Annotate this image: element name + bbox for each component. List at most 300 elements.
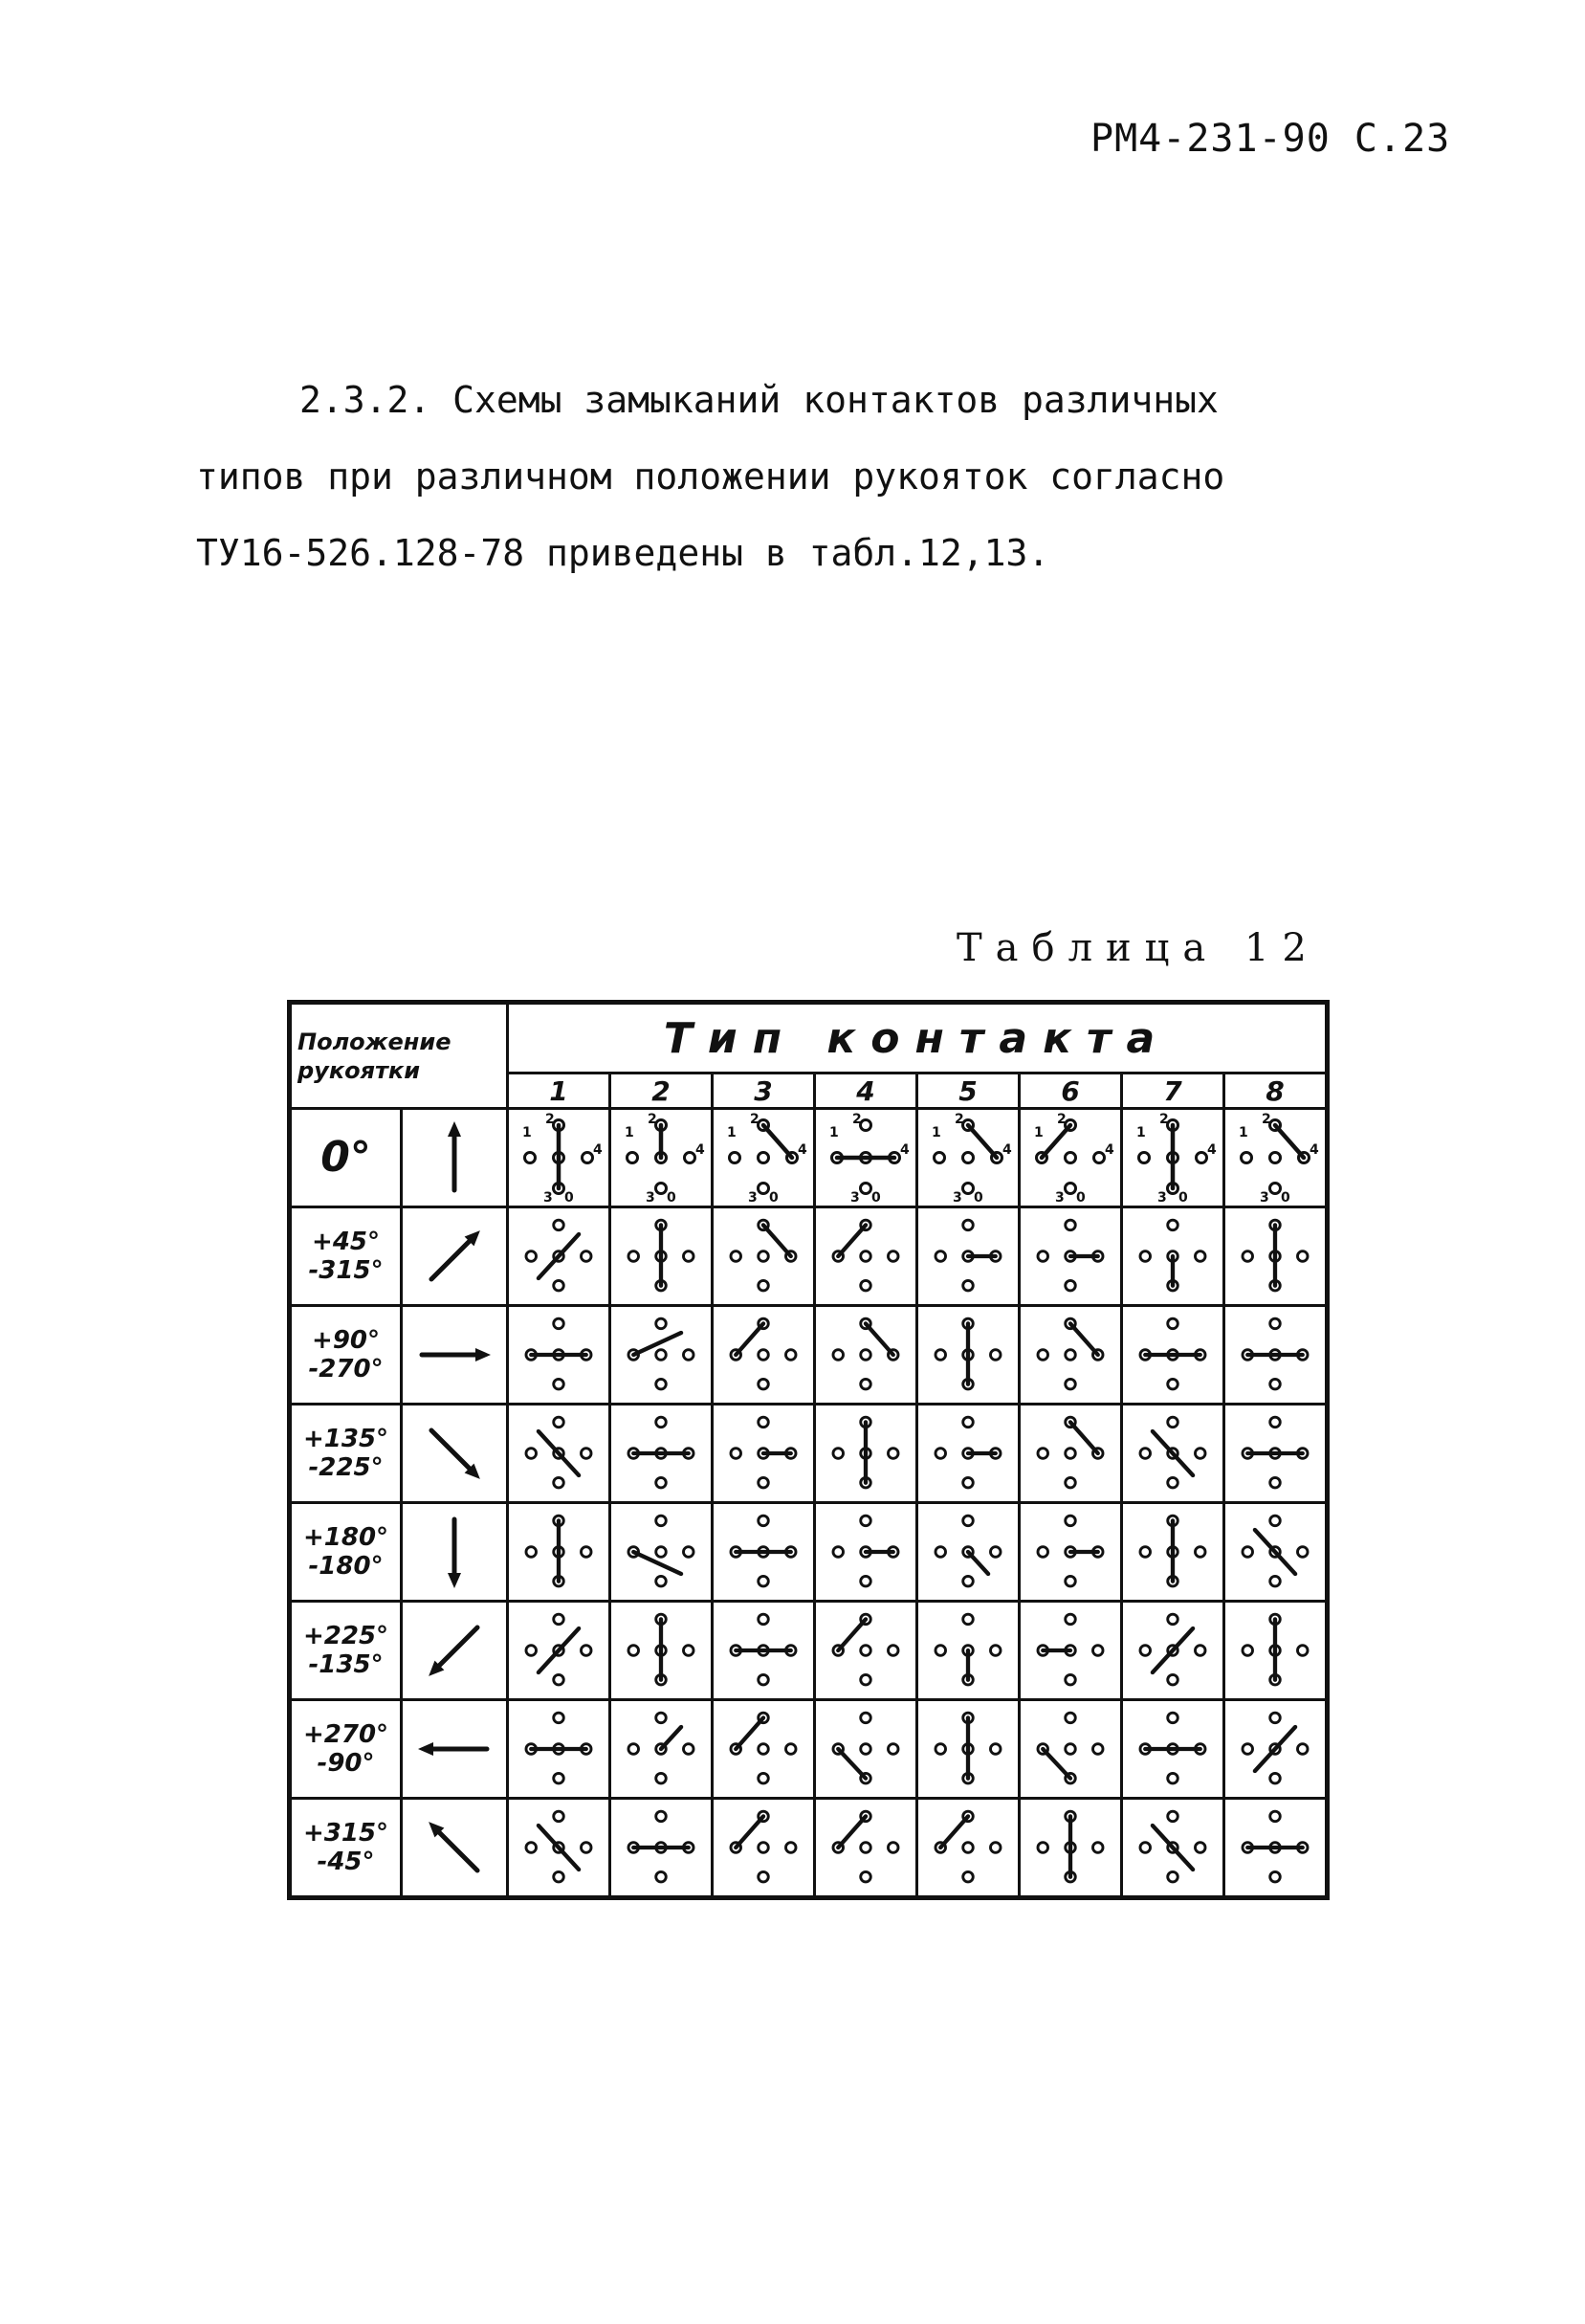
handle-position-angle: -135° (308, 1650, 384, 1679)
handle-position-row (290, 1503, 1328, 1602)
contact-terminal (888, 1843, 898, 1853)
contact-terminal (861, 1184, 871, 1194)
terminal-number-label: 4 (695, 1142, 705, 1158)
contact-type-number: 5 (917, 1073, 1020, 1109)
contact-terminal (935, 1153, 945, 1163)
contact-terminal (861, 1871, 871, 1882)
contact-scheme-cell (713, 1306, 815, 1405)
contact-terminal (628, 1744, 639, 1755)
contact-terminal (656, 1547, 667, 1558)
contact-terminal (1168, 1713, 1178, 1723)
contact-type-number: 2 (610, 1073, 713, 1109)
contact-scheme-cell (815, 1503, 917, 1602)
contact-scheme-cell (610, 1405, 713, 1503)
contact-terminal (963, 1417, 974, 1428)
handle-position-arrow-icon (411, 1115, 497, 1201)
contact-scheme-cell (815, 1799, 917, 1898)
contact-terminal (888, 1646, 898, 1656)
contact-scheme-cell (1020, 1700, 1122, 1799)
contact-terminal (554, 1811, 564, 1822)
terminal-number-label: 4 (1207, 1142, 1217, 1158)
contact-terminal (1168, 1220, 1178, 1230)
contact-terminal (656, 1379, 667, 1389)
contact-terminal (1140, 1251, 1151, 1262)
contact-scheme-cell (1020, 1405, 1122, 1503)
contact-terminal (1195, 1251, 1205, 1262)
contact-terminal (1168, 1614, 1178, 1625)
contact-scheme-icon (1032, 1508, 1109, 1596)
handle-position-cell (290, 1503, 402, 1602)
contact-scheme-cell (1122, 1602, 1224, 1700)
contact-terminal (1038, 1251, 1048, 1262)
contact-terminal (1195, 1646, 1205, 1656)
contact-terminal (526, 1251, 537, 1262)
contact-scheme-icon (1032, 1212, 1109, 1300)
contact-terminal (1270, 1184, 1281, 1194)
contact-terminal (1270, 1871, 1281, 1882)
contact-terminal (990, 1646, 1001, 1656)
contact-terminal (963, 1576, 974, 1586)
contact-scheme-icon (623, 1212, 699, 1300)
contact-terminal (1066, 1576, 1076, 1586)
contact-terminal (1066, 1350, 1076, 1361)
contact-terminal (1066, 1477, 1076, 1488)
contact-terminal (936, 1646, 946, 1656)
terminal-number-label: 3 (850, 1190, 860, 1206)
contact-terminal (888, 1449, 898, 1459)
contact-terminal (1168, 1417, 1178, 1428)
contact-terminal (554, 1871, 564, 1882)
contact-scheme-icon (930, 1804, 1006, 1892)
contact-terminal (656, 1318, 667, 1329)
terminal-number-label: 4 (900, 1142, 910, 1158)
contact-terminal (759, 1251, 769, 1262)
handle-position-angle: -90° (317, 1749, 375, 1778)
terminal-number-label: 4 (1002, 1142, 1012, 1158)
contact-scheme-icon (725, 1311, 802, 1399)
handle-position-row (290, 1306, 1328, 1405)
handle-position-row (290, 1700, 1328, 1799)
contact-terminal (526, 1449, 537, 1459)
contact-scheme-icon (930, 1212, 1006, 1300)
contact-terminal (1195, 1547, 1205, 1558)
contact-terminal (1168, 1674, 1178, 1685)
contact-scheme-icon (520, 1508, 597, 1596)
contact-terminal (526, 1646, 537, 1656)
contact-scheme-cell (508, 1503, 610, 1602)
contact-scheme-cell (713, 1405, 815, 1503)
contact-terminal (861, 1120, 871, 1131)
contact-terminal (1270, 1153, 1281, 1163)
contact-scheme-cell (1224, 1405, 1328, 1503)
handle-position-row (290, 1405, 1328, 1503)
contact-bridge (1255, 1727, 1295, 1771)
terminal-number-label: 1 (1239, 1125, 1248, 1140)
contact-terminal (1038, 1843, 1048, 1853)
contact-scheme-icon (827, 1705, 904, 1793)
contact-scheme-icon (520, 1804, 597, 1892)
contact-scheme-icon (930, 1112, 1012, 1206)
contact-terminal (1139, 1153, 1150, 1163)
contact-scheme-icon (725, 1705, 802, 1793)
contact-scheme-cell (1122, 1109, 1224, 1207)
terminal-number-label: 0 (769, 1190, 779, 1206)
contact-bridge (539, 1431, 579, 1475)
handle-position-row (290, 1799, 1328, 1898)
contact-terminal (1270, 1516, 1281, 1526)
contact-scheme-cell (1122, 1306, 1224, 1405)
contact-terminal (990, 1744, 1001, 1755)
contact-terminal (1243, 1744, 1253, 1755)
contact-type-number: 7 (1122, 1073, 1224, 1109)
contact-terminal (861, 1744, 871, 1755)
terminal-number-label: 1 (727, 1125, 737, 1140)
contact-terminal (581, 1449, 591, 1459)
handle-position-angle: +315° (303, 1819, 389, 1848)
terminal-number-label: 0 (1178, 1190, 1188, 1206)
contact-bridge (1153, 1628, 1193, 1672)
contact-terminal (1066, 1744, 1076, 1755)
contact-bridge (539, 1628, 579, 1672)
contact-terminal (1066, 1449, 1076, 1459)
contact-scheme-cell (713, 1602, 815, 1700)
contact-terminal (1297, 1744, 1308, 1755)
contact-scheme-icon (1237, 1804, 1313, 1892)
contact-scheme-cell (1122, 1799, 1224, 1898)
contact-bridge (1153, 1826, 1193, 1870)
contact-terminal (627, 1153, 638, 1163)
contact-scheme-cell (508, 1109, 610, 1207)
contact-terminal (759, 1184, 769, 1194)
contact-terminal (1140, 1843, 1151, 1853)
contact-terminal (861, 1516, 871, 1526)
contact-bridge (1255, 1530, 1295, 1574)
contact-terminal (1066, 1614, 1076, 1625)
contact-scheme-cell (508, 1602, 610, 1700)
contact-terminal (583, 1153, 593, 1163)
contact-scheme-cell (1122, 1503, 1224, 1602)
contact-terminal (1168, 1773, 1178, 1783)
contact-terminal (888, 1251, 898, 1262)
terminal-number-label: 0 (1281, 1190, 1290, 1206)
terminal-number-label: 2 (1262, 1112, 1271, 1127)
terminal-number-label: 4 (1310, 1142, 1319, 1158)
contact-terminal (1297, 1547, 1308, 1558)
contact-terminal (1297, 1646, 1308, 1656)
contact-terminal (759, 1516, 769, 1526)
contact-terminal (861, 1350, 871, 1361)
contact-terminal (833, 1547, 844, 1558)
contact-scheme-icon (930, 1409, 1006, 1497)
contact-scheme-icon (1237, 1705, 1313, 1793)
contact-terminal (963, 1477, 974, 1488)
contact-scheme-icon (1134, 1409, 1211, 1497)
terminal-number-label: 3 (953, 1190, 962, 1206)
contact-bridge (539, 1826, 579, 1870)
contact-terminal (1168, 1379, 1178, 1389)
contact-terminal (963, 1843, 974, 1853)
contact-scheme-cell (1122, 1405, 1224, 1503)
terminal-number-label: 2 (1057, 1112, 1067, 1127)
contact-scheme-cell (815, 1109, 917, 1207)
contact-scheme-icon (1032, 1606, 1109, 1694)
contact-scheme-cell (610, 1503, 713, 1602)
contact-terminal (554, 1280, 564, 1291)
contact-terminal (759, 1417, 769, 1428)
terminal-number-label: 4 (798, 1142, 807, 1158)
handle-position-angle: +270° (303, 1720, 389, 1749)
handle-position-arrow-icon (411, 1804, 497, 1891)
contact-terminal (1140, 1547, 1151, 1558)
contact-terminal (554, 1674, 564, 1685)
contact-terminal (963, 1184, 974, 1194)
contact-scheme-cell (508, 1306, 610, 1405)
terminal-number-label: 2 (750, 1112, 759, 1127)
contact-terminal (759, 1350, 769, 1361)
handle-position-cell (290, 1602, 402, 1700)
contact-terminal (1066, 1220, 1076, 1230)
contact-terminal (1066, 1153, 1076, 1163)
handle-position-arrow-icon (411, 1312, 497, 1398)
handle-position-row (290, 1109, 1328, 1207)
contact-scheme-icon (930, 1705, 1006, 1793)
handle-position-angle: -225° (308, 1453, 384, 1482)
contact-bridge (539, 1234, 579, 1278)
contact-terminal (1140, 1449, 1151, 1459)
terminal-number-label: 1 (625, 1125, 634, 1140)
contact-type-number: 8 (1224, 1073, 1328, 1109)
handle-position-arrow-icon (411, 1509, 497, 1595)
terminal-number-label: 3 (543, 1190, 553, 1206)
contact-terminal (1243, 1646, 1253, 1656)
terminal-number-label: 0 (667, 1190, 676, 1206)
contact-terminal (1270, 1379, 1281, 1389)
contact-scheme-cell (508, 1799, 610, 1898)
contact-terminal (963, 1871, 974, 1882)
contact-scheme-cell (1122, 1207, 1224, 1306)
handle-position-angle: +225° (303, 1622, 389, 1650)
contact-terminal (785, 1843, 796, 1853)
contact-scheme-icon (725, 1409, 802, 1497)
contact-terminal (685, 1153, 695, 1163)
contact-terminal (656, 1713, 667, 1723)
contact-terminal (656, 1773, 667, 1783)
contact-scheme-icon (520, 1212, 597, 1300)
handle-position-cell (290, 1306, 402, 1405)
contact-scheme-icon (1237, 1112, 1319, 1206)
contact-terminal (1066, 1379, 1076, 1389)
contact-terminal (963, 1516, 974, 1526)
page-header: РМ4-231-90 С.23 (1090, 117, 1451, 161)
handle-position-arrow-icon (411, 1607, 497, 1693)
contact-terminal (861, 1646, 871, 1656)
contact-scheme-cell (610, 1602, 713, 1700)
contact-scheme-icon (827, 1508, 904, 1596)
contact-scheme-cell (610, 1799, 713, 1898)
contact-terminal (554, 1477, 564, 1488)
contact-terminal (1066, 1280, 1076, 1291)
contact-scheme-cell (1224, 1503, 1328, 1602)
contact-scheme-cell (815, 1700, 917, 1799)
contact-terminal (759, 1674, 769, 1685)
contact-terminal (526, 1843, 537, 1853)
terminal-number-label: 4 (1105, 1142, 1114, 1158)
corner-header-line: Положение (297, 1028, 451, 1055)
contact-scheme-icon (1134, 1804, 1211, 1892)
contact-scheme-cell (713, 1799, 815, 1898)
contact-terminal (628, 1646, 639, 1656)
contact-scheme-cell (1020, 1306, 1122, 1405)
terminal-number-label: 2 (955, 1112, 964, 1127)
corner-header-line: рукоятки (297, 1056, 421, 1084)
contact-scheme-cell (1224, 1799, 1328, 1898)
contact-terminal (1270, 1811, 1281, 1822)
contact-scheme-icon (520, 1705, 597, 1793)
contact-terminal (554, 1417, 564, 1428)
contact-type-number: 1 (508, 1073, 610, 1109)
contact-scheme-cell (713, 1503, 815, 1602)
contact-terminal (861, 1280, 871, 1291)
contact-terminal (1094, 1153, 1105, 1163)
contact-terminal (1066, 1184, 1076, 1194)
contact-scheme-icon (520, 1311, 597, 1399)
handle-arrow-cell (402, 1602, 508, 1700)
handle-position-row (290, 1207, 1328, 1306)
contact-terminal (963, 1614, 974, 1625)
contact-scheme-cell (1020, 1602, 1122, 1700)
contact-scheme-icon (1237, 1311, 1313, 1399)
contact-terminal (656, 1811, 667, 1822)
contact-terminal (581, 1251, 591, 1262)
handle-position-cell (290, 1700, 402, 1799)
contact-scheme-cell (815, 1405, 917, 1503)
contact-terminal (888, 1744, 898, 1755)
contact-scheme-icon (827, 1606, 904, 1694)
terminal-number-label: 0 (564, 1190, 574, 1206)
contact-terminal (554, 1614, 564, 1625)
contact-terminal (936, 1744, 946, 1755)
contact-scheme-cell (1224, 1207, 1328, 1306)
terminal-number-label: 3 (1260, 1190, 1269, 1206)
contact-terminal (759, 1773, 769, 1783)
contact-terminal (731, 1251, 741, 1262)
contact-terminal (861, 1713, 871, 1723)
contact-scheme-cell (508, 1207, 610, 1306)
contact-scheme-icon (930, 1311, 1006, 1399)
contact-scheme-icon (520, 1112, 603, 1206)
terminal-number-label: 2 (545, 1112, 555, 1127)
contact-terminal (936, 1547, 946, 1558)
contact-terminal (1168, 1477, 1178, 1488)
contact-scheme-cell (917, 1602, 1020, 1700)
contact-terminal (656, 1417, 667, 1428)
terminal-number-label: 3 (1157, 1190, 1167, 1206)
contact-bridge (661, 1727, 681, 1749)
contact-terminal (683, 1350, 693, 1361)
contact-terminal (963, 1280, 974, 1291)
contact-scheme-icon (725, 1508, 802, 1596)
contact-type-number: 6 (1020, 1073, 1122, 1109)
terminal-number-label: 1 (829, 1125, 839, 1140)
contact-terminal (683, 1744, 693, 1755)
handle-arrow-cell (402, 1799, 508, 1898)
contact-terminal (683, 1251, 693, 1262)
terminal-number-label: 3 (1055, 1190, 1065, 1206)
contact-scheme-cell (713, 1700, 815, 1799)
contact-scheme-icon (623, 1112, 705, 1206)
contact-scheme-icon (1032, 1804, 1109, 1892)
contact-terminal (656, 1516, 667, 1526)
contact-terminal (833, 1449, 844, 1459)
contact-terminal (1066, 1713, 1076, 1723)
contact-terminal (656, 1576, 667, 1586)
contact-scheme-cell (508, 1700, 610, 1799)
contact-terminal (1092, 1744, 1103, 1755)
contact-scheme-cell (1224, 1602, 1328, 1700)
contact-terminal (1168, 1318, 1178, 1329)
terminal-number-label: 3 (646, 1190, 655, 1206)
contact-scheme-cell (917, 1306, 1020, 1405)
contact-terminal (759, 1477, 769, 1488)
terminal-number-label: 2 (852, 1112, 862, 1127)
contact-terminal (628, 1251, 639, 1262)
contact-scheme-icon (930, 1606, 1006, 1694)
contact-scheme-cell (1020, 1503, 1122, 1602)
contact-terminal (861, 1674, 871, 1685)
contact-scheme-cell (815, 1602, 917, 1700)
contact-scheme-icon (623, 1409, 699, 1497)
contact-terminal (731, 1449, 741, 1459)
table-header-row (290, 1003, 1328, 1073)
contact-scheme-cell (815, 1306, 917, 1405)
contact-terminal (581, 1646, 591, 1656)
contact-scheme-icon (520, 1409, 597, 1497)
terminal-number-label: 1 (932, 1125, 941, 1140)
handle-position-angle: -45° (317, 1848, 375, 1876)
contact-terminal (1092, 1843, 1103, 1853)
contact-terminal (759, 1280, 769, 1291)
contact-terminal (581, 1843, 591, 1853)
contact-scheme-cell (713, 1109, 815, 1207)
contact-terminal (1168, 1811, 1178, 1822)
contact-scheme-icon (1032, 1409, 1109, 1497)
contact-scheme-icon (1237, 1508, 1313, 1596)
contact-scheme-icon (1237, 1212, 1313, 1300)
contact-terminal (990, 1350, 1001, 1361)
paragraph-line: 2.3.2. Схемы замыканий контактов различных (299, 379, 1219, 421)
contact-scheme-icon (725, 1212, 802, 1300)
contact-terminal (554, 1220, 564, 1230)
contact-terminal (861, 1843, 871, 1853)
contact-terminal (1066, 1516, 1076, 1526)
contact-scheme-icon (1032, 1705, 1109, 1793)
contact-scheme-cell (1020, 1109, 1122, 1207)
contact-terminal (1243, 1251, 1253, 1262)
contact-terminal (554, 1379, 564, 1389)
contact-terminal (1270, 1477, 1281, 1488)
contact-scheme-icon (1032, 1311, 1109, 1399)
contact-scheme-cell (1020, 1799, 1122, 1898)
handle-arrow-cell (402, 1405, 508, 1503)
contact-terminal (1195, 1843, 1205, 1853)
contact-terminal (1038, 1547, 1048, 1558)
contact-terminal (759, 1614, 769, 1625)
handle-arrow-cell (402, 1207, 508, 1306)
contact-terminal (759, 1576, 769, 1586)
handle-position-arrow-icon (411, 1706, 497, 1792)
contact-terminal (963, 1220, 974, 1230)
contact-terminal (1197, 1153, 1207, 1163)
